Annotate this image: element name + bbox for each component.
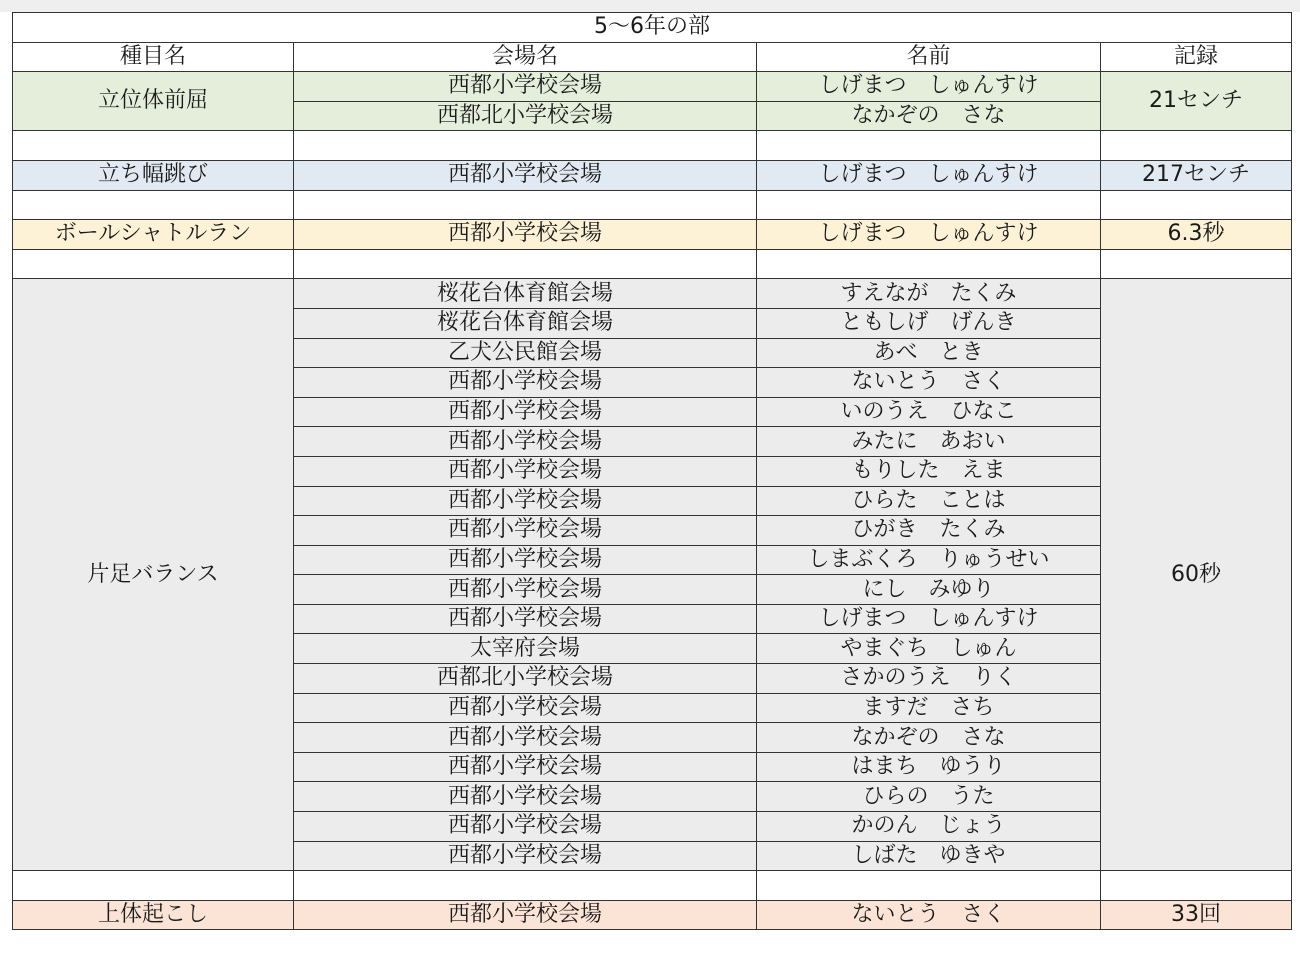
venue-cell: 乙犬公民館会場 xyxy=(294,338,757,368)
venue-cell: 西都小学校会場 xyxy=(294,368,757,398)
empty-cell xyxy=(757,871,1101,901)
empty-cell xyxy=(294,249,757,279)
spacer-row xyxy=(13,131,1292,161)
name-cell: なかぞの さな xyxy=(757,723,1101,753)
empty-cell xyxy=(757,249,1101,279)
record-cell: 21センチ xyxy=(1101,72,1292,131)
empty-cell xyxy=(1101,871,1292,901)
header-row xyxy=(13,42,1292,72)
venue-cell: 西都小学校会場 xyxy=(294,427,757,457)
name-cell: ともしげ げんき xyxy=(757,308,1101,338)
table-row xyxy=(13,160,1292,190)
venue-cell: 西都小学校会場 xyxy=(294,723,757,753)
table-title: 5～6年の部 xyxy=(13,13,1292,43)
record-cell: 217センチ xyxy=(1101,160,1292,190)
top-strip xyxy=(0,0,1300,12)
empty-cell xyxy=(757,190,1101,220)
empty-cell xyxy=(1101,249,1292,279)
venue-cell: 西都小学校会場 xyxy=(294,545,757,575)
name-cell: しまぶくろ りゅうせい xyxy=(757,545,1101,575)
name-cell: ひがき たくみ xyxy=(757,516,1101,546)
venue-cell: 西都小学校会場 xyxy=(294,782,757,812)
name-cell: しげまつ しゅんすけ xyxy=(757,220,1101,250)
header-record: 記録 xyxy=(1101,42,1292,72)
name-cell: いのうえ ひなこ xyxy=(757,397,1101,427)
venue-cell: 西都小学校会場 xyxy=(294,900,757,930)
name-cell: にし みゆり xyxy=(757,575,1101,605)
event-name: 立ち幅跳び xyxy=(13,160,294,190)
name-cell: なかぞの さな xyxy=(757,101,1101,131)
venue-cell: 西都小学校会場 xyxy=(294,456,757,486)
empty-cell xyxy=(13,190,294,220)
spacer-row xyxy=(13,190,1292,220)
empty-cell xyxy=(294,131,757,161)
empty-cell xyxy=(757,131,1101,161)
header-venue: 会場名 xyxy=(294,42,757,72)
venue-cell: 西都北小学校会場 xyxy=(294,101,757,131)
record-cell: 33回 xyxy=(1101,900,1292,930)
empty-cell xyxy=(13,131,294,161)
results-table xyxy=(12,12,1292,930)
name-cell: はまち ゆうり xyxy=(757,752,1101,782)
name-cell: ひらの うた xyxy=(757,782,1101,812)
table-row xyxy=(13,900,1292,930)
venue-cell: 西都小学校会場 xyxy=(294,752,757,782)
venue-cell: 西都小学校会場 xyxy=(294,397,757,427)
empty-cell xyxy=(13,871,294,901)
name-cell: みたに あおい xyxy=(757,427,1101,457)
venue-cell: 西都小学校会場 xyxy=(294,516,757,546)
venue-cell: 西都小学校会場 xyxy=(294,604,757,634)
event-name: ボールシャトルラン xyxy=(13,220,294,250)
header-name: 名前 xyxy=(757,42,1101,72)
venue-cell: 西都小学校会場 xyxy=(294,160,757,190)
table-row xyxy=(13,279,1292,309)
venue-cell: 西都小学校会場 xyxy=(294,812,757,842)
name-cell: やまぐち しゅん xyxy=(757,634,1101,664)
venue-cell: 太宰府会場 xyxy=(294,634,757,664)
name-cell: しばた ゆきや xyxy=(757,841,1101,871)
name-cell: すえなが たくみ xyxy=(757,279,1101,309)
venue-cell: 桜花台体育館会場 xyxy=(294,308,757,338)
empty-cell xyxy=(294,190,757,220)
name-cell: かのん じょう xyxy=(757,812,1101,842)
header-event: 種目名 xyxy=(13,42,294,72)
title-row xyxy=(13,13,1292,43)
name-cell: ないとう さく xyxy=(757,368,1101,398)
venue-cell: 西都小学校会場 xyxy=(294,220,757,250)
name-cell: ないとう さく xyxy=(757,900,1101,930)
venue-cell: 西都小学校会場 xyxy=(294,486,757,516)
empty-cell xyxy=(1101,131,1292,161)
event-name: 上体起こし xyxy=(13,900,294,930)
name-cell: ますだ さち xyxy=(757,693,1101,723)
table-row xyxy=(13,220,1292,250)
venue-cell: 西都小学校会場 xyxy=(294,841,757,871)
name-cell: あべ とき xyxy=(757,338,1101,368)
empty-cell xyxy=(1101,190,1292,220)
name-cell: ひらた ことは xyxy=(757,486,1101,516)
empty-cell xyxy=(294,871,757,901)
empty-cell xyxy=(13,249,294,279)
event-name: 立位体前屈 xyxy=(13,72,294,131)
venue-cell: 西都小学校会場 xyxy=(294,693,757,723)
record-cell: 6.3秒 xyxy=(1101,220,1292,250)
record-cell: 60秒 xyxy=(1101,279,1292,871)
table-row xyxy=(13,72,1292,102)
event-name: 片足バランス xyxy=(13,279,294,871)
name-cell: しげまつ しゅんすけ xyxy=(757,604,1101,634)
name-cell: しげまつ しゅんすけ xyxy=(757,160,1101,190)
name-cell: しげまつ しゅんすけ xyxy=(757,72,1101,102)
venue-cell: 西都小学校会場 xyxy=(294,575,757,605)
spacer-row xyxy=(13,249,1292,279)
name-cell: もりした えま xyxy=(757,456,1101,486)
spacer-row xyxy=(13,871,1292,901)
venue-cell: 桜花台体育館会場 xyxy=(294,279,757,309)
venue-cell: 西都小学校会場 xyxy=(294,72,757,102)
venue-cell: 西都北小学校会場 xyxy=(294,664,757,694)
name-cell: さかのうえ りく xyxy=(757,664,1101,694)
